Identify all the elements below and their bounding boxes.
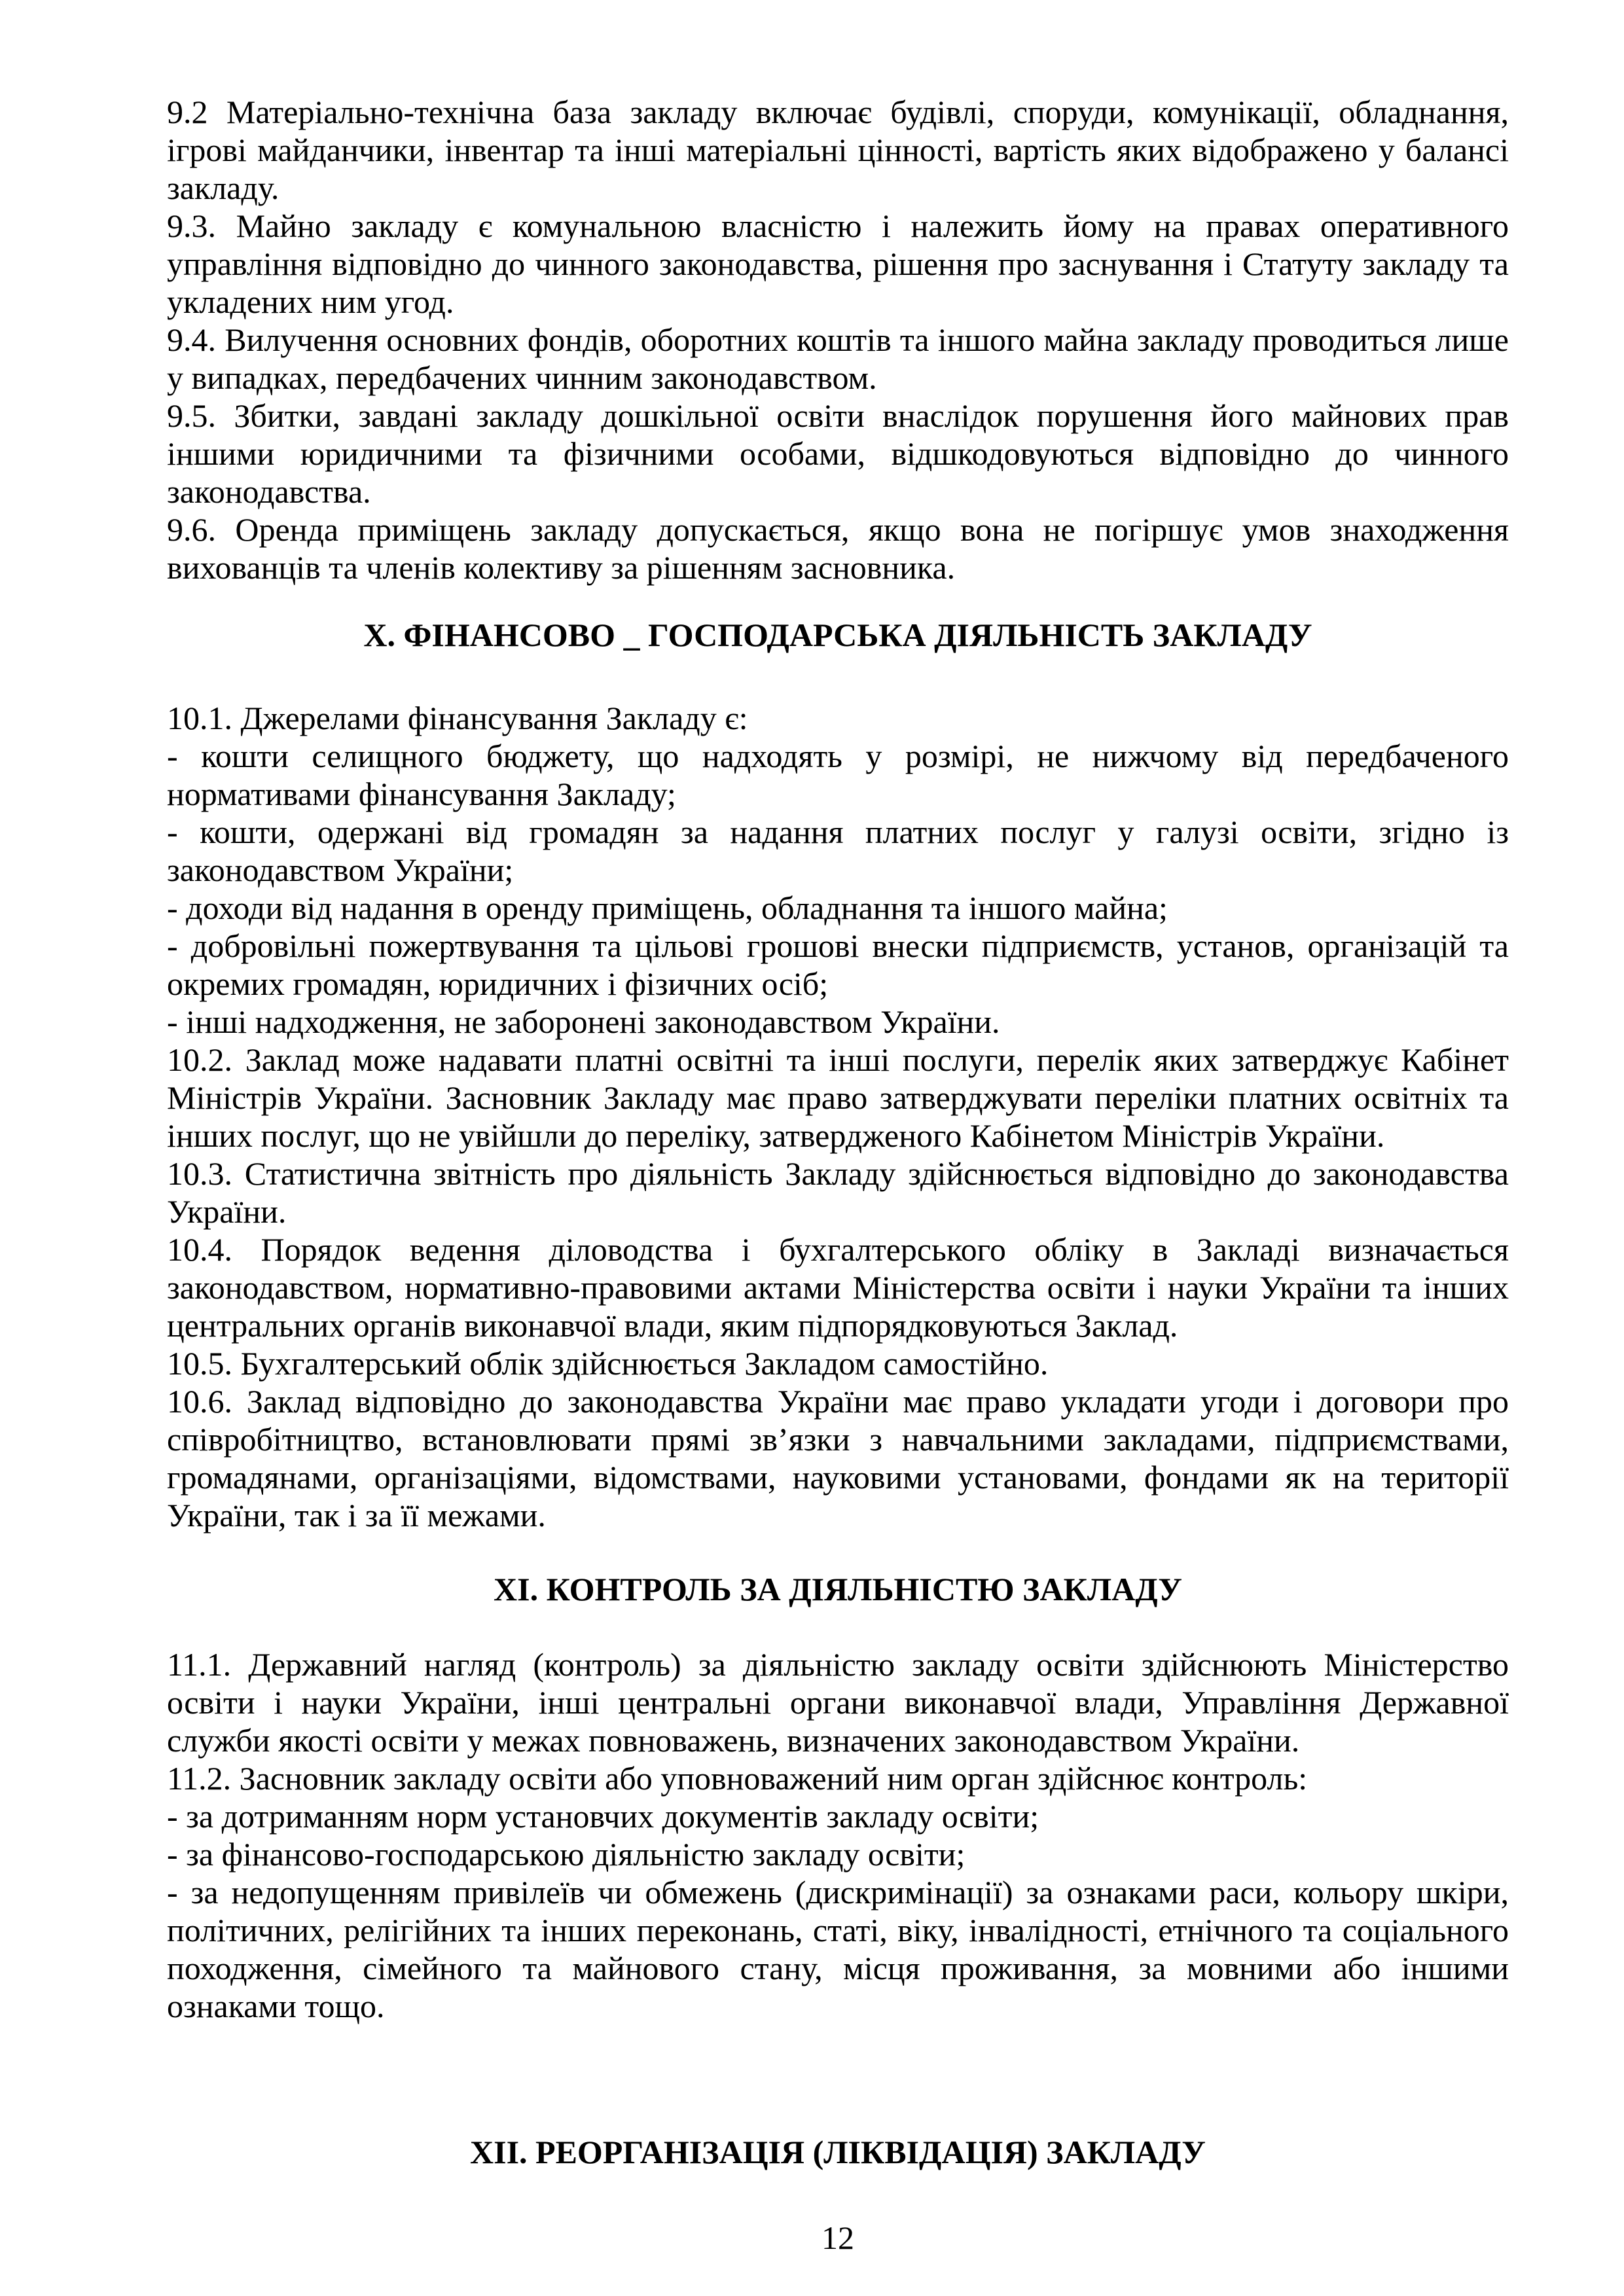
clause-11-2-bullet-non-discrimination: - за недопущенням привілеїв чи обмежень (дискримінації) за ознаками раси, кольору шкіри, політичних, релігійних та інших переконань, статі, віку, інвалідності, етнічного та соціального походження, сімейного та майнового стану, місця проживання, за мовними або іншими ознаками тощо. — [167, 1874, 1509, 2024]
page-number: 12 — [821, 2219, 854, 2256]
clause-11-2: 11.2. Засновник закладу освіти або уповноважений ним орган здійснює контроль: — [167, 1760, 1308, 1797]
clause-9-4: 9.4. Вилучення основних фондів, оборотних коштів та іншого майна закладу проводиться лише у випадках, передбачених чинним законодавством. — [167, 321, 1509, 396]
clause-9-6: 9.6. Оренда приміщень закладу допускається, якщо вона не погіршує умов знаходження вихованців та членів колективу за рішенням засновника. — [167, 511, 1509, 586]
section-heading-x-financial-activity: X. ФІНАНСОВО _ ГОСПОДАРСЬКА ДІЯЛЬНІСТЬ ЗАКЛАДУ — [363, 617, 1312, 653]
clause-9-3: 9.3. Майно закладу є комунальною власністю і належить йому на правах оперативного управління відповідно до чинного законодавства, рішення про заснування і Статуту закладу та укладених ним угод. — [167, 207, 1509, 320]
clause-10-1-bullet-budget-funds: - кошти селищного бюджету, що надходять у розмірі, не нижчому від передбаченого нормативами фінансування Закладу; — [167, 738, 1509, 812]
section-heading-xii-reorganization: XII. РЕОРГАНІЗАЦІЯ (ЛІКВІДАЦІЯ) ЗАКЛАДУ — [470, 2134, 1206, 2170]
clause-10-1-bullet-paid-services: - кошти, одержані від громадян за надання платних послуг у галузі освіти, згідно із законодавством України; — [167, 814, 1509, 888]
clause-11-1: 11.1. Державний нагляд (контроль) за діяльністю закладу освіти здійснюють Міністерство освіти і науки України, інші центральні органи виконавчої влади, Управління Державної служби якості освіти у межах повноважень, визначених законодавством України. — [167, 1646, 1509, 1759]
clause-10-1-bullet-donations: - добровільні пожертвування та цільові грошові внески підприємств, установ, організацій та окремих громадян, юридичних і фізичних осіб; — [167, 927, 1509, 1002]
clause-9-2: 9.2 Матеріально-технічна база закладу включає будівлі, споруди, комунікації, обладнання, ігрові майданчики, інвентар та інші матеріальні цінності, вартість яких відображено у балансі закладу. — [167, 94, 1509, 206]
clause-10-1-bullet-rent-income: - доходи від надання в оренду приміщень, обладнання та іншого майна; — [167, 889, 1168, 926]
clause-10-4: 10.4. Порядок ведення діловодства і бухгалтерського обліку в Закладі визначається законодавством, нормативно-правовими актами Міністерства освіти і науки України та інших центральних органів виконавчої влади, яким підпорядковуються Заклад. — [167, 1231, 1509, 1344]
clause-11-2-bullet-financial-activity: - за фінансово-господарською діяльністю закладу освіти; — [167, 1836, 965, 1873]
clause-11-2-bullet-founding-documents: - за дотриманням норм установчих документів закладу освіти; — [167, 1798, 1039, 1835]
clause-10-2: 10.2. Заклад може надавати платні освітні та інші послуги, перелік яких затверджує Кабінет Міністрів України. Засновник Закладу має право затверджувати переліки платних освітніх та інших послуг, що не увійшли до переліку, затвердженого Кабінетом Міністрів України. — [167, 1041, 1509, 1154]
page-content — [167, 93, 1509, 2171]
clause-10-1-bullet-other-income: - інші надходження, не заборонені законодавством України. — [167, 1003, 1000, 1040]
section-heading-xi-control: XI. КОНТРОЛЬ ЗА ДІЯЛЬНІСТЮ ЗАКЛАДУ — [494, 1571, 1182, 1607]
clause-10-3: 10.3. Статистична звітність про діяльність Закладу здійснюється відповідно до законодавства України. — [167, 1155, 1509, 1230]
clause-9-5: 9.5. Збитки, завдані закладу дошкільної освіти внаслідок порушення його майнових прав іншими юридичними та фізичними особами, відшкодовуються відповідно до чинного законодавства. — [167, 397, 1509, 510]
clause-10-1: 10.1. Джерелами фінансування Закладу є: — [167, 700, 748, 736]
clause-10-5: 10.5. Бухгалтерський облік здійснюється Закладом самостійно. — [167, 1345, 1049, 1382]
clause-10-6: 10.6. Заклад відповідно до законодавства України має право укладати угоди і договори про співробітництво, встановлювати прямі зв’язки з навчальними закладами, підприємствами, громадянами, організаціями, відомствами, науковими установами, фондами як на території України, так і за її межами. — [167, 1383, 1509, 1534]
